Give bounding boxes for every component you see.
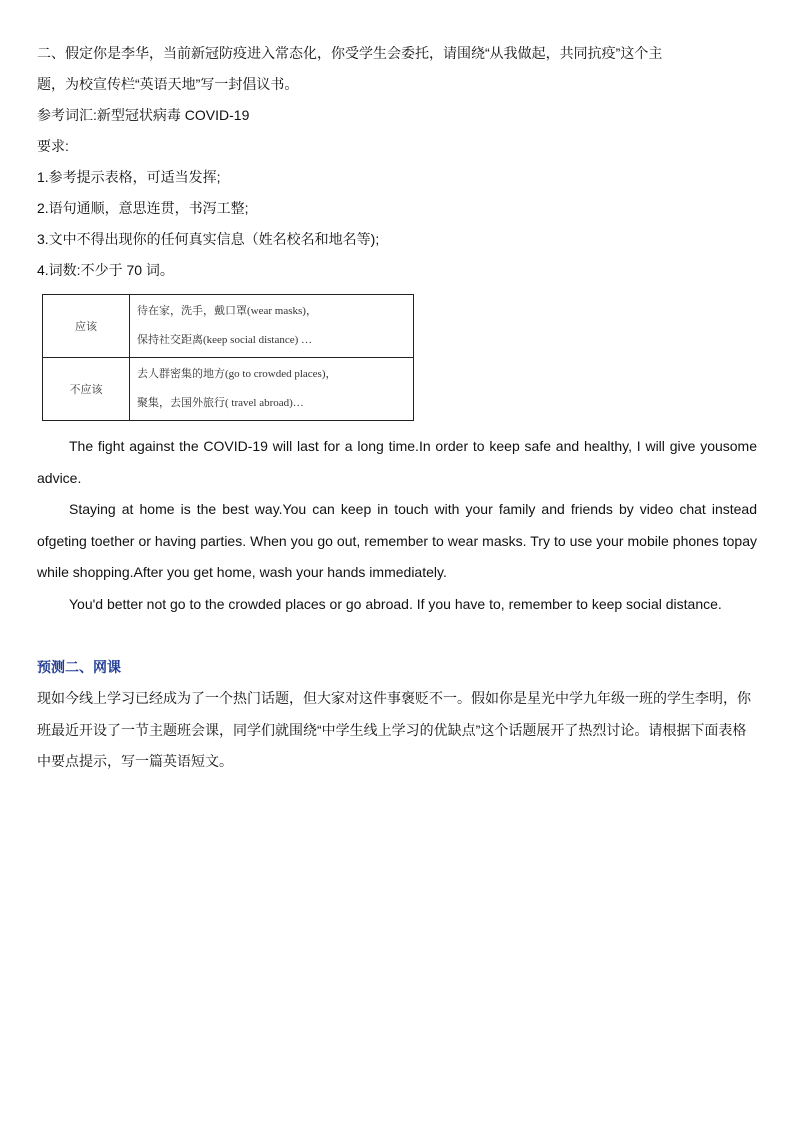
essay-paragraph: The fight against the COVID-19 will last for a long time.In order to keep safe and healthy, I will give yousome advice. bbox=[37, 438, 757, 486]
essay-paragraph: You'd better not go to the crowded places or go abroad. If you have to, remember to keep social distance. bbox=[69, 595, 722, 612]
requirement-item: 2.语句通顺，意思连贯，书泻工整; bbox=[37, 200, 249, 216]
hint-line: 去人群密集的地方(go to crowded places)， bbox=[137, 368, 337, 380]
hint-line: 待在家，洗手，戴口罩(wear masks)， bbox=[137, 305, 317, 317]
hint-row-should-not bbox=[43, 358, 414, 421]
hint-label: 不应该 bbox=[43, 358, 130, 421]
task-heading-line-1: 二、假定你是李华，当前新冠防疫进入常态化，你受学生会委托，请围绕“从我做起，共同抗疫”这个主 bbox=[37, 45, 663, 61]
requirement-item: 1.参考提示表格，可适当发挥; bbox=[37, 169, 221, 185]
vocab-note: 参考词汇:新型冠状病毒 COVID-19 bbox=[37, 107, 250, 123]
hint-content bbox=[130, 295, 414, 358]
section-title: 预测二、网课 bbox=[37, 659, 121, 675]
requirement-item: 3.文中不得出现你的任何真实信息（姓名校名和地名等); bbox=[37, 231, 380, 247]
section-prompt: 现如今线上学习已经成为了一个热门话题，但大家对这件事褒贬不一。假如你是星光中学九年级一班的学生李明，你班最近开设了一节主题班会课，同学们就围绕“中学生线上学习的优缺点”这个话题展开了热烈讨论。请根据下面表格中要点提示，写一篇英语短文。 bbox=[37, 690, 751, 769]
hint-line: 聚集，去国外旅行( travel abroad)… bbox=[137, 397, 304, 409]
hint-content bbox=[130, 358, 414, 421]
essay-paragraph: Staying at home is the best way.You can keep in touch with your family and friends by video chat instead ofgeting toether or having parties. When you go out, remember to wear masks. Try to use your mobile phones topay while shopping.After you get home, wash your hands immediately. bbox=[37, 501, 757, 580]
hint-row-should bbox=[43, 295, 414, 358]
task-heading-line-2: 题，为校宣传栏“英语天地”写一封倡议书。 bbox=[37, 76, 299, 92]
document-page bbox=[37, 0, 757, 778]
requirement-item: 4.词数:不少于 70 词。 bbox=[37, 262, 174, 278]
hint-label: 应该 bbox=[43, 295, 130, 358]
hint-table bbox=[42, 294, 414, 421]
requirements-label: 要求: bbox=[37, 138, 69, 154]
hint-line: 保持社交距离(keep social distance) … bbox=[137, 334, 313, 346]
